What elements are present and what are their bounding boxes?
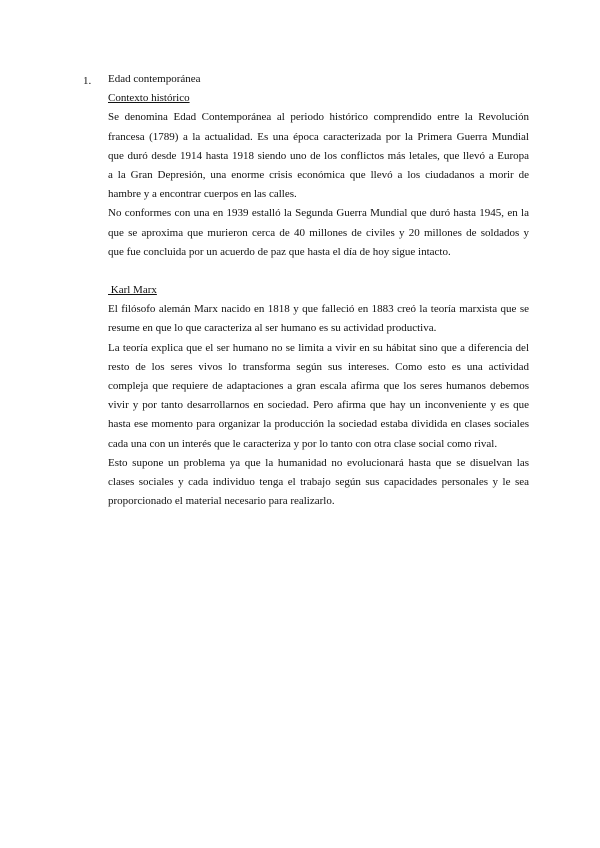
paragraph-marx-1 [108, 300, 529, 338]
heading-karl-marx: Karl Marx [108, 284, 157, 296]
text-line: vivir y por tanto desarrollarnos en sociedad. Pero afirma que hay un inconveniente y es que [108, 399, 529, 412]
text-line: clases sociales y cada individuo tenga el trabajo según sus capacidades personales y le sea [108, 475, 529, 488]
text-line: hasta ese momento para organizar la producción la sociedad estaba dividida en clases sociales [108, 418, 529, 431]
section-title: Edad contemporánea [108, 73, 201, 85]
text-line: que fue concluida por un acuerdo de paz que hasta el día de hoy sigue intacto. [108, 245, 451, 258]
text-line: resto de los seres vivos lo transforma según sus intereses. Como esto es una actividad [108, 360, 529, 373]
text-line: No conformes con una en 1939 estalló la Segunda Guerra Mundial que duró hasta 1945, en la [108, 207, 529, 220]
text-line: a la Gran Depresión, una enorme crisis económica que llevó a los ciudadanos a morir de [108, 168, 529, 181]
text-line: hambre y a encontrar cuerpos en las calles. [108, 188, 297, 201]
text-line: Esto supone un problema ya que la humanidad no evolucionará hasta que se disuelvan las [108, 456, 529, 469]
paragraph-contexto-1 [108, 108, 529, 204]
text-line: resume en que lo que caracteriza al ser humano es su actividad productiva. [108, 322, 437, 335]
text-line: Se denomina Edad Contemporánea al periodo histórico comprendido entre la Revolución [108, 111, 529, 124]
text-line: cada una con un interés que le caracteriza y por lo tanto con otra clase social como rival. [108, 437, 498, 450]
text-line: compleja que requiere de adaptaciones a gran escala afirma que los seres humanos debemos [108, 379, 529, 392]
paragraph-marx-2 [108, 339, 529, 454]
subtitle-contexto-historico: Contexto histórico [108, 92, 190, 105]
paragraph-marx-3 [108, 454, 529, 512]
text-line: proporcionado el material necesario para realizarlo. [108, 495, 335, 508]
text-line: que duró desde 1914 hasta 1918 siendo uno de los conflictos más letales, que llevó a Europa [108, 149, 529, 162]
section-karl-marx [108, 281, 529, 511]
paragraph-contexto-2 [108, 204, 529, 262]
text-line: El filósofo alemán Marx nacido en 1818 y que falleció en 1883 creó la teoría marxista que se [108, 303, 529, 316]
text-line: que se aproxima que murieron cerca de 40 millones de civiles y 20 millones de soldados y [108, 226, 529, 239]
section-edad-contemporanea [108, 70, 529, 262]
text-line: francesa (1789) a la actualidad. Es una época caracterizada por la Primera Guerra Mundial [108, 130, 529, 143]
list-number: 1. [83, 75, 92, 87]
text-line: La teoría explica que el ser humano no se limita a vivir en su hábitat sino que a diferencia del [108, 341, 529, 354]
